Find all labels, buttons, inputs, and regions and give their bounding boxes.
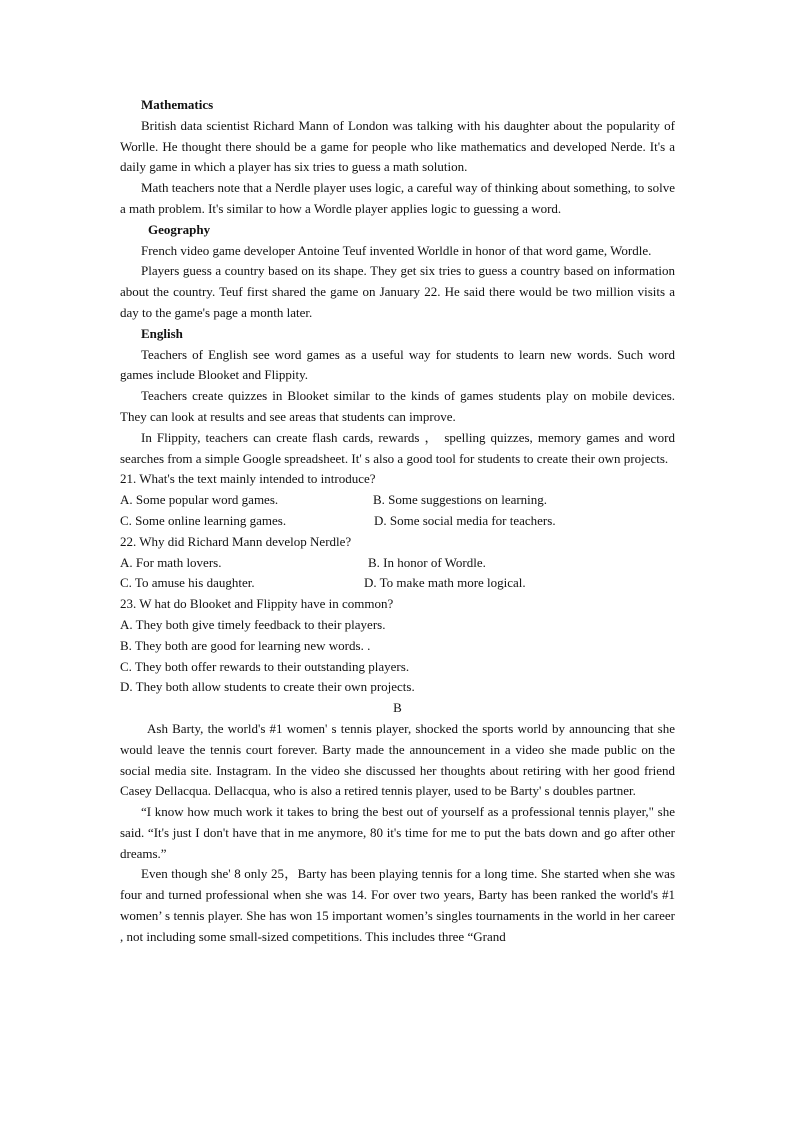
option-c: C. Some online learning games. bbox=[120, 512, 287, 528]
option-a: A. For math lovers. bbox=[120, 554, 222, 570]
paragraph: Teachers create quizzes in Blooket similar to the kinds of games students play on mobile devices. They can look at results and see areas that students can improve. bbox=[120, 388, 675, 424]
option-d: D. Some social media for teachers. bbox=[374, 512, 556, 528]
heading-english: English bbox=[141, 325, 183, 341]
question-22-options-row-1 bbox=[120, 553, 675, 574]
question-21-options-row-2 bbox=[120, 511, 675, 532]
paragraph: Ash Barty, the world's #1 women' s tennis player, shocked the sports world by announcing that she would leave the tennis court forever. Barty made the announcement in a video she made public on the social media site. Instagram. In the video she discussed her thoughts about retiring with her good friend Casey Dellacqua. Dellacqua, who is also a retired tennis player, used to be Barty' s doubles partner. bbox=[120, 720, 675, 799]
paragraph: French video game developer Antoine Teuf invented Worldle in honor of that word game, Wordle. bbox=[141, 242, 652, 258]
option-b: B. In honor of Wordle. bbox=[368, 554, 486, 570]
paragraph: Even though she' 8 only 25，Barty has been playing tennis for a long time. She started when she was four and turned professional when she was 14. For over two years, Barty has been ranked the world's #1 women’ s tennis player. She has won 15 important women’s singles tournaments in the world in her career , not including some small-sized competitions. This includes three “Grand bbox=[120, 866, 675, 944]
question-22-stem: 22. Why did Richard Mann develop Nerdle? bbox=[120, 533, 352, 549]
option-a: A. Some popular word games. bbox=[120, 492, 279, 508]
option-d: D. To make math more logical. bbox=[364, 575, 526, 591]
document-page bbox=[120, 95, 675, 948]
question-21-options-row-1 bbox=[120, 490, 675, 511]
paragraph: “I know how much work it takes to bring the best out of yourself as a professional tennis player," she said. “It's just I don't have that in me anymore, 80 it's time for me to put the bats down and go after other dreams.” bbox=[120, 804, 675, 861]
option-d: D. They both allow students to create their own projects. bbox=[120, 679, 415, 695]
heading-mathematics: Mathematics bbox=[141, 97, 214, 112]
option-b: B. They both are good for learning new words. . bbox=[120, 637, 371, 653]
paragraph: Teachers of English see word games as a useful way for students to learn new words. Such word games include Blooket and Flippity. bbox=[120, 346, 675, 383]
paragraph: Math teachers note that a Nerdle player uses logic, a careful way of thinking about something, to solve a math problem. It's similar to how a Wordle player applies logic to guessing a word. bbox=[120, 180, 675, 216]
paragraph: In Flippity, teachers can create flash cards, rewards ， spelling quizzes, memory games and word searches from a simple Google spreadsheet. It' s also a good tool for students to create their own projects. bbox=[120, 429, 675, 466]
paragraph: British data scientist Richard Mann of London was talking with his daughter about the popularity of Worlle. He thought there should be a game for people who like mathematics and developed Nerde. It's a daily game in which a player has six tries to guess a math solution. bbox=[120, 117, 675, 175]
option-c: C. To amuse his daughter. bbox=[120, 575, 255, 591]
option-c: C. They both offer rewards to their outstanding players. bbox=[120, 658, 410, 674]
question-23-stem: 23. W hat do Blooket and Flippity have in common? bbox=[120, 596, 394, 612]
heading-geography: Geography bbox=[148, 221, 211, 237]
question-22-options-row-2 bbox=[120, 573, 675, 594]
passage-b-label: B bbox=[393, 700, 402, 716]
question-21-stem: 21. What's the text mainly intended to introduce? bbox=[120, 471, 376, 487]
option-a: A. They both give timely feedback to their players. bbox=[120, 616, 386, 632]
option-b: B. Some suggestions on learning. bbox=[373, 492, 548, 508]
paragraph: Players guess a country based on its shape. They get six tries to guess a country based on information about the country. Teuf first shared the game on January 22. He said there would be two million visits a day to the game's page a month later. bbox=[120, 263, 675, 320]
